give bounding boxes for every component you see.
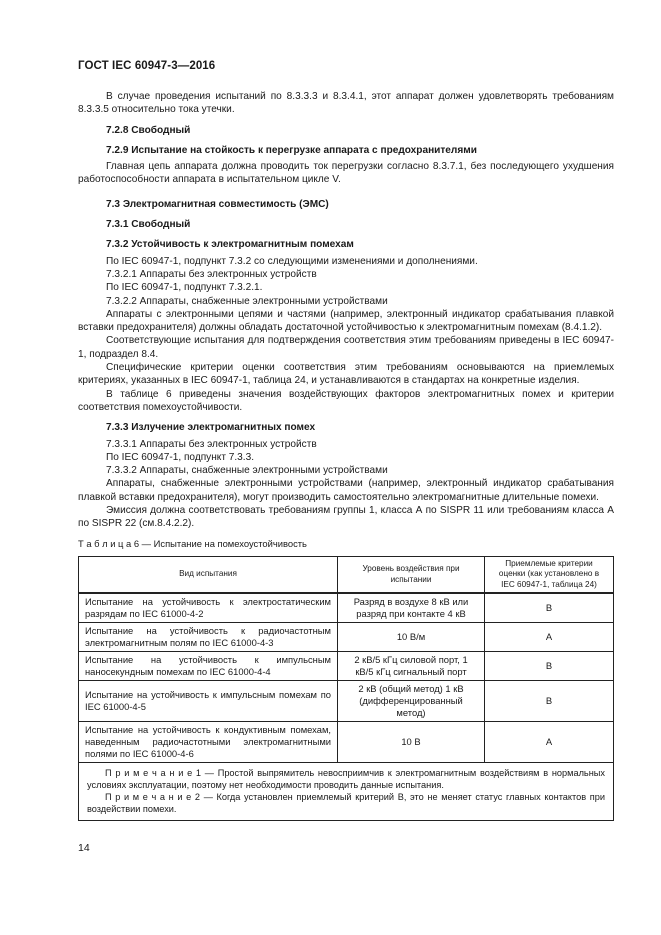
table-caption-label: Т а б л и ц а xyxy=(78,537,132,549)
paragraph: 7.3.2.2 Аппараты, снабженные электронными устройствами xyxy=(106,295,388,307)
table-row xyxy=(79,652,614,681)
section-heading-7-2-9: 7.2.9 Испытание на стойкость к перегрузке аппарата с предохранителями xyxy=(106,144,477,156)
table-row xyxy=(79,593,614,623)
level-cell: Разряд в воздухе 8 кВ или разряд при контакте 4 кВ xyxy=(338,593,485,623)
section-heading-7-3-2: 7.3.2 Устойчивость к электромагнитным помехам xyxy=(106,239,354,251)
note-text: — Простой выпрямитель невосприимчив к электромагнитным воздействиям в нормальных условиях эксплуатации, поэтому нет необходимости проводить данные испытания. xyxy=(87,768,605,791)
paragraph: 7.3.3.1 Аппараты без электронных устройств xyxy=(106,438,317,450)
criteria-cell: А xyxy=(485,722,614,763)
section-heading-7-2-8: 7.2.8 Свободный xyxy=(106,124,191,136)
test-cell: Испытание на устойчивость к импульсным наносекундным помехам по IEC 61000-4-4 xyxy=(79,652,338,681)
test-cell: Испытание на устойчивость к радиочастотным электромагнитным полям по IEC 61000-4-3 xyxy=(79,623,338,652)
criteria-cell: В xyxy=(485,593,614,623)
note-label: П р и м е ч а н и е 2 xyxy=(105,792,201,803)
table-caption-text: 6 — Испытание на помехоустойчивость xyxy=(133,537,307,549)
section-heading-7-3-1: 7.3.1 Свободный xyxy=(106,219,191,231)
level-cell: 2 кВ/5 кГц силовой порт, 1 кВ/5 кГц сигнальный порт xyxy=(338,652,485,681)
note-label: П р и м е ч а н и е 1 xyxy=(105,768,202,779)
table-notes-row xyxy=(79,763,614,821)
paragraph: Аппараты, снабженные электронными устройствами (например, электронный индикатор срабатывания плавкой вставки предохранителя), могут производить самостоятельно электромагнитные длительные помехи. xyxy=(78,478,614,503)
criteria-cell: А xyxy=(485,623,614,652)
table-note-2 xyxy=(87,791,605,815)
column-header: Вид испытания xyxy=(79,556,338,593)
document-body xyxy=(78,90,614,821)
paragraph: По IEC 60947-1, подпункт 7.3.2.1. xyxy=(106,282,263,294)
table-row xyxy=(79,722,614,763)
section-heading-7-3-3: 7.3.3 Излучение электромагнитных помех xyxy=(106,422,316,434)
table-row xyxy=(79,681,614,722)
paragraph: 7.3.2.1 Аппараты без электронных устройств xyxy=(106,268,317,280)
paragraph: В таблице 6 приведены значения воздействующих факторов электромагнитных помех и критерии соответствия помехоустойчивости. xyxy=(78,388,614,413)
paragraph: Главная цепь аппарата должна проводить ток перегрузки согласно 8.3.7.1, без последующего ухудшения работоспособности аппарата в испытательном цикле V. xyxy=(78,161,614,186)
page-number: 14 xyxy=(78,842,90,854)
document-header: ГОСТ IEC 60947-3—2016 xyxy=(78,60,216,72)
table-row xyxy=(79,623,614,652)
table-note-1 xyxy=(87,767,605,791)
immunity-table xyxy=(78,556,614,822)
table-caption xyxy=(78,537,614,550)
criteria-cell: В xyxy=(485,681,614,722)
table-notes xyxy=(79,763,614,821)
paragraph: По IEC 60947-1, подпункт 7.3.2 со следующими изменениями и дополнениями. xyxy=(106,255,478,267)
paragraph: 7.3.3.2 Аппараты, снабженные электронными устройствами xyxy=(106,465,388,477)
criteria-cell: В xyxy=(485,652,614,681)
paragraph: В случае проведения испытаний по 8.3.3.3 и 8.3.4.1, этот аппарат должен удовлетворять требованиям 8.3.3.5 относительно тока утечки. xyxy=(78,91,614,116)
paragraph: Аппараты с электронными цепями и частями (например, электронный индикатор срабатывания плавкой вставки предохранителя) должны обладать достаточной устойчивостью к электромагнитным помехам (8.4.1.2). xyxy=(78,308,614,334)
level-cell: 2 кВ (общий метод) 1 кВ (дифференцированный метод) xyxy=(338,681,485,722)
table-header-row xyxy=(79,556,614,593)
level-cell: 10 В xyxy=(338,722,485,763)
paragraph: Эмиссия должна соответствовать требованиям группы 1, класса А по SISPR 11 или требованиям класса А по SISPR 22 (см.8.4.2.2). xyxy=(78,505,614,530)
test-cell: Испытание на устойчивость к кондуктивным помехам, наведенным радиочастотными электромагнитными полями по IEC 61000-4-6 xyxy=(79,722,338,763)
test-cell: Испытание на устойчивость к электростатическим разрядам по IEC 61000-4-2 xyxy=(79,593,338,623)
column-header: Уровень воздействия при испытании xyxy=(338,556,485,593)
test-cell: Испытание на устойчивость к импульсным помехам по IEC 61000-4-5 xyxy=(79,681,338,722)
paragraph: Специфические критерии оценки соответствия этим требованиям основываются на приемлемых критериях, указанных в IEC 60947-1, таблица 24, и устанавливаются в стандартах на конкретные изделия. xyxy=(78,362,614,387)
paragraph: Соответствующие испытания для подтверждения соответствия этим требованиям приведены в IEC 60947-1, подраздел 8.4. xyxy=(78,335,614,360)
column-header: Приемлемые критерии оценки (как установлено в IEC 60947-1, таблица 24) xyxy=(485,556,614,593)
note-text: — Когда установлен приемлемый критерий В, это не меняет статус главных контактов при воздействии помехи. xyxy=(87,792,605,815)
paragraph: По IEC 60947-1, подпункт 7.3.3. xyxy=(106,451,255,463)
level-cell: 10 В/м xyxy=(338,623,485,652)
section-heading-7-3: 7.3 Электромагнитная совместимость (ЭМС) xyxy=(106,198,329,210)
